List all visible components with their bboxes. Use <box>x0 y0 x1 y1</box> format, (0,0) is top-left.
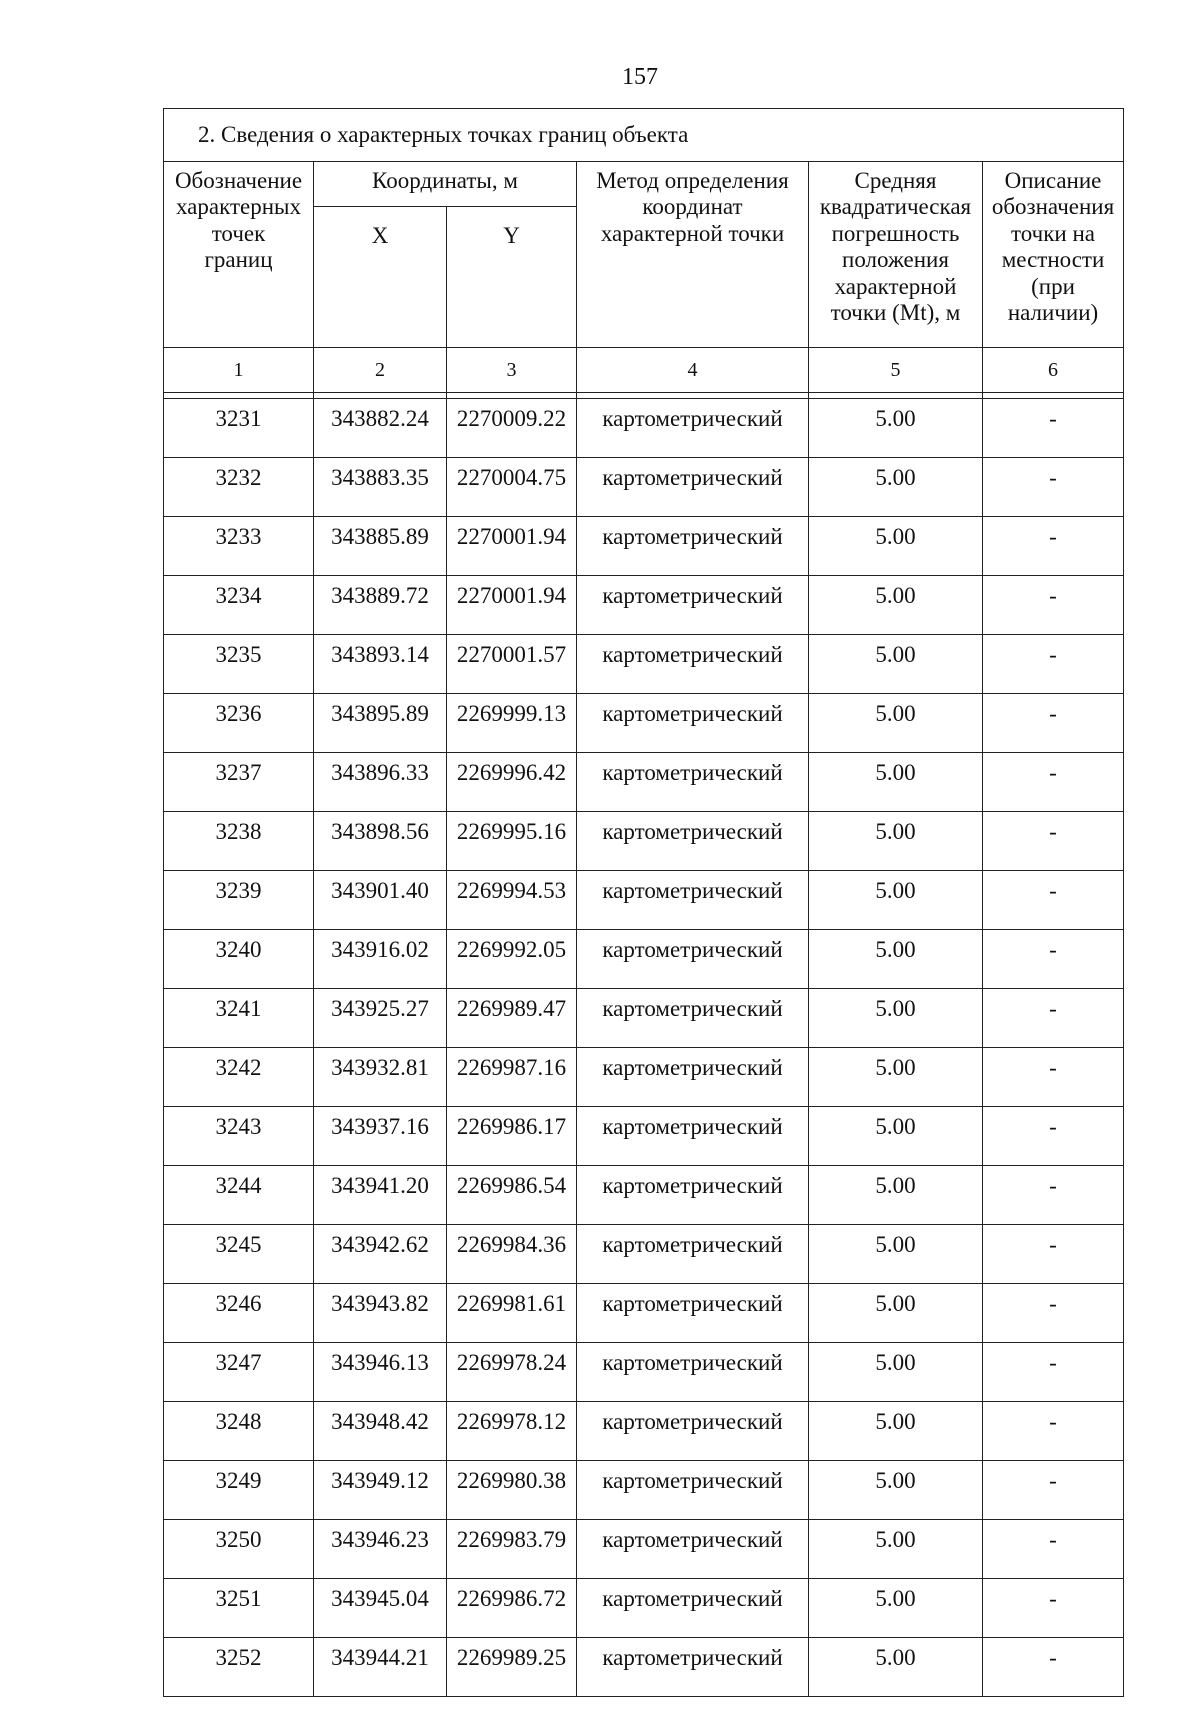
point-id-cell: 3231 <box>164 399 314 458</box>
description-cell: - <box>983 399 1124 458</box>
table-row <box>164 1579 1124 1638</box>
method-cell: картометрический <box>577 517 809 576</box>
table-row <box>164 1048 1124 1107</box>
section-title-row <box>164 109 1124 162</box>
page-number: 157 <box>622 64 658 90</box>
method-cell: картометрический <box>577 635 809 694</box>
coord-x-cell: 343946.13 <box>314 1343 447 1402</box>
description-cell: - <box>983 1520 1124 1579</box>
column-numbers-row <box>164 348 1124 393</box>
header-point-designation: Обозначение характерных точек границ <box>164 162 314 348</box>
point-id-cell: 3232 <box>164 458 314 517</box>
point-id-cell: 3234 <box>164 576 314 635</box>
point-id-cell: 3252 <box>164 1638 314 1697</box>
header-row <box>164 162 1124 207</box>
point-id-cell: 3244 <box>164 1166 314 1225</box>
coord-y-cell: 2270009.22 <box>447 399 577 458</box>
mean-error-cell: 5.00 <box>809 576 983 635</box>
coord-x-cell: 343925.27 <box>314 989 447 1048</box>
method-cell: картометрический <box>577 753 809 812</box>
point-id-cell: 3239 <box>164 871 314 930</box>
coord-x-cell: 343942.62 <box>314 1225 447 1284</box>
mean-error-cell: 5.00 <box>809 1638 983 1697</box>
table-row <box>164 1166 1124 1225</box>
table-row <box>164 517 1124 576</box>
table-row <box>164 989 1124 1048</box>
mean-error-cell: 5.00 <box>809 458 983 517</box>
coord-y-cell: 2269984.36 <box>447 1225 577 1284</box>
description-cell: - <box>983 1402 1124 1461</box>
method-cell: картометрический <box>577 930 809 989</box>
mean-error-cell: 5.00 <box>809 871 983 930</box>
header-description: Описание обозначения точки на местности (при наличии) <box>983 162 1124 348</box>
description-cell: - <box>983 989 1124 1048</box>
point-id-cell: 3247 <box>164 1343 314 1402</box>
header-x: X <box>314 207 447 348</box>
description-cell: - <box>983 753 1124 812</box>
coord-y-cell: 2269980.38 <box>447 1461 577 1520</box>
description-cell: - <box>983 930 1124 989</box>
mean-error-cell: 5.00 <box>809 1461 983 1520</box>
point-id-cell: 3236 <box>164 694 314 753</box>
point-id-cell: 3240 <box>164 930 314 989</box>
method-cell: картометрический <box>577 871 809 930</box>
table-row <box>164 1284 1124 1343</box>
coord-x-cell: 343893.14 <box>314 635 447 694</box>
coord-x-cell: 343948.42 <box>314 1402 447 1461</box>
mean-error-cell: 5.00 <box>809 930 983 989</box>
coord-y-cell: 2270001.94 <box>447 517 577 576</box>
coord-y-cell: 2269996.42 <box>447 753 577 812</box>
method-cell: картометрический <box>577 812 809 871</box>
point-id-cell: 3237 <box>164 753 314 812</box>
coord-x-cell: 343937.16 <box>314 1107 447 1166</box>
method-cell: картометрический <box>577 1107 809 1166</box>
table-row <box>164 458 1124 517</box>
coord-y-cell: 2269986.54 <box>447 1166 577 1225</box>
coord-y-cell: 2269987.16 <box>447 1048 577 1107</box>
point-id-cell: 3243 <box>164 1107 314 1166</box>
column-number: 4 <box>577 348 809 393</box>
description-cell: - <box>983 1579 1124 1638</box>
coord-y-cell: 2269994.53 <box>447 871 577 930</box>
description-cell: - <box>983 576 1124 635</box>
point-id-cell: 3233 <box>164 517 314 576</box>
coord-y-cell: 2269983.79 <box>447 1520 577 1579</box>
table-row <box>164 399 1124 458</box>
description-cell: - <box>983 1343 1124 1402</box>
header-method: Метод определения координат характерной точки <box>577 162 809 348</box>
description-cell: - <box>983 517 1124 576</box>
coord-y-cell: 2269992.05 <box>447 930 577 989</box>
mean-error-cell: 5.00 <box>809 989 983 1048</box>
mean-error-cell: 5.00 <box>809 753 983 812</box>
coord-y-cell: 2269978.24 <box>447 1343 577 1402</box>
coord-y-cell: 2270001.94 <box>447 576 577 635</box>
description-cell: - <box>983 635 1124 694</box>
point-id-cell: 3242 <box>164 1048 314 1107</box>
coord-x-cell: 343901.40 <box>314 871 447 930</box>
coord-x-cell: 343941.20 <box>314 1166 447 1225</box>
mean-error-cell: 5.00 <box>809 517 983 576</box>
description-cell: - <box>983 812 1124 871</box>
method-cell: картометрический <box>577 399 809 458</box>
description-cell: - <box>983 458 1124 517</box>
coord-y-cell: 2269989.47 <box>447 989 577 1048</box>
mean-error-cell: 5.00 <box>809 1225 983 1284</box>
method-cell: картометрический <box>577 458 809 517</box>
point-id-cell: 3251 <box>164 1579 314 1638</box>
point-id-cell: 3246 <box>164 1284 314 1343</box>
point-id-cell: 3241 <box>164 989 314 1048</box>
description-cell: - <box>983 1166 1124 1225</box>
table-row <box>164 1343 1124 1402</box>
table-row <box>164 1225 1124 1284</box>
method-cell: картометрический <box>577 1520 809 1579</box>
point-id-cell: 3249 <box>164 1461 314 1520</box>
mean-error-cell: 5.00 <box>809 1048 983 1107</box>
mean-error-cell: 5.00 <box>809 1520 983 1579</box>
coord-x-cell: 343944.21 <box>314 1638 447 1697</box>
mean-error-cell: 5.00 <box>809 1284 983 1343</box>
coord-x-cell: 343946.23 <box>314 1520 447 1579</box>
method-cell: картометрический <box>577 1461 809 1520</box>
table-row <box>164 1638 1124 1697</box>
table-row <box>164 1461 1124 1520</box>
column-number: 1 <box>164 348 314 393</box>
column-number: 5 <box>809 348 983 393</box>
coord-x-cell: 343889.72 <box>314 576 447 635</box>
coord-y-cell: 2269989.25 <box>447 1638 577 1697</box>
point-id-cell: 3250 <box>164 1520 314 1579</box>
mean-error-cell: 5.00 <box>809 635 983 694</box>
method-cell: картометрический <box>577 1343 809 1402</box>
point-id-cell: 3238 <box>164 812 314 871</box>
table-row <box>164 576 1124 635</box>
coord-y-cell: 2270001.57 <box>447 635 577 694</box>
table-row <box>164 694 1124 753</box>
method-cell: картометрический <box>577 694 809 753</box>
mean-error-cell: 5.00 <box>809 1402 983 1461</box>
method-cell: картометрический <box>577 1048 809 1107</box>
method-cell: картометрический <box>577 1638 809 1697</box>
point-id-cell: 3235 <box>164 635 314 694</box>
mean-error-cell: 5.00 <box>809 1343 983 1402</box>
coord-x-cell: 343945.04 <box>314 1579 447 1638</box>
coord-y-cell: 2269986.17 <box>447 1107 577 1166</box>
method-cell: картометрический <box>577 989 809 1048</box>
description-cell: - <box>983 1284 1124 1343</box>
mean-error-cell: 5.00 <box>809 1107 983 1166</box>
method-cell: картометрический <box>577 1579 809 1638</box>
point-id-cell: 3248 <box>164 1402 314 1461</box>
coord-y-cell: 2269995.16 <box>447 812 577 871</box>
column-number: 2 <box>314 348 447 393</box>
method-cell: картометрический <box>577 1284 809 1343</box>
point-id-cell: 3245 <box>164 1225 314 1284</box>
coord-x-cell: 343949.12 <box>314 1461 447 1520</box>
coord-y-cell: 2270004.75 <box>447 458 577 517</box>
description-cell: - <box>983 1225 1124 1284</box>
method-cell: картометрический <box>577 1166 809 1225</box>
coord-y-cell: 2269978.12 <box>447 1402 577 1461</box>
coord-x-cell: 343885.89 <box>314 517 447 576</box>
mean-error-cell: 5.00 <box>809 694 983 753</box>
description-cell: - <box>983 1107 1124 1166</box>
coord-x-cell: 343895.89 <box>314 694 447 753</box>
coord-y-cell: 2269999.13 <box>447 694 577 753</box>
mean-error-cell: 5.00 <box>809 1579 983 1638</box>
table-row <box>164 635 1124 694</box>
description-cell: - <box>983 1461 1124 1520</box>
section-title: 2. Сведения о характерных точках границ объекта <box>164 109 1124 162</box>
coord-x-cell: 343896.33 <box>314 753 447 812</box>
column-number: 6 <box>983 348 1124 393</box>
coord-y-cell: 2269981.61 <box>447 1284 577 1343</box>
header-coordinates: Координаты, м <box>314 162 577 207</box>
table-row <box>164 871 1124 930</box>
description-cell: - <box>983 1048 1124 1107</box>
method-cell: картометрический <box>577 576 809 635</box>
description-cell: - <box>983 1638 1124 1697</box>
coord-y-cell: 2269986.72 <box>447 1579 577 1638</box>
description-cell: - <box>983 694 1124 753</box>
description-cell: - <box>983 871 1124 930</box>
coord-x-cell: 343932.81 <box>314 1048 447 1107</box>
coord-x-cell: 343943.82 <box>314 1284 447 1343</box>
table-row <box>164 812 1124 871</box>
header-y: Y <box>447 207 577 348</box>
mean-error-cell: 5.00 <box>809 1166 983 1225</box>
coord-x-cell: 343898.56 <box>314 812 447 871</box>
boundary-points-table <box>163 108 1124 1697</box>
coord-x-cell: 343916.02 <box>314 930 447 989</box>
method-cell: картометрический <box>577 1225 809 1284</box>
table-row <box>164 753 1124 812</box>
table-row <box>164 1107 1124 1166</box>
mean-error-cell: 5.00 <box>809 399 983 458</box>
coord-x-cell: 343883.35 <box>314 458 447 517</box>
table-row <box>164 930 1124 989</box>
column-number: 3 <box>447 348 577 393</box>
table-row <box>164 1520 1124 1579</box>
header-mean-error: Средняя квадратическая погрешность положения характерной точки (Mt), м <box>809 162 983 348</box>
coord-x-cell: 343882.24 <box>314 399 447 458</box>
mean-error-cell: 5.00 <box>809 812 983 871</box>
method-cell: картометрический <box>577 1402 809 1461</box>
table-row <box>164 1402 1124 1461</box>
